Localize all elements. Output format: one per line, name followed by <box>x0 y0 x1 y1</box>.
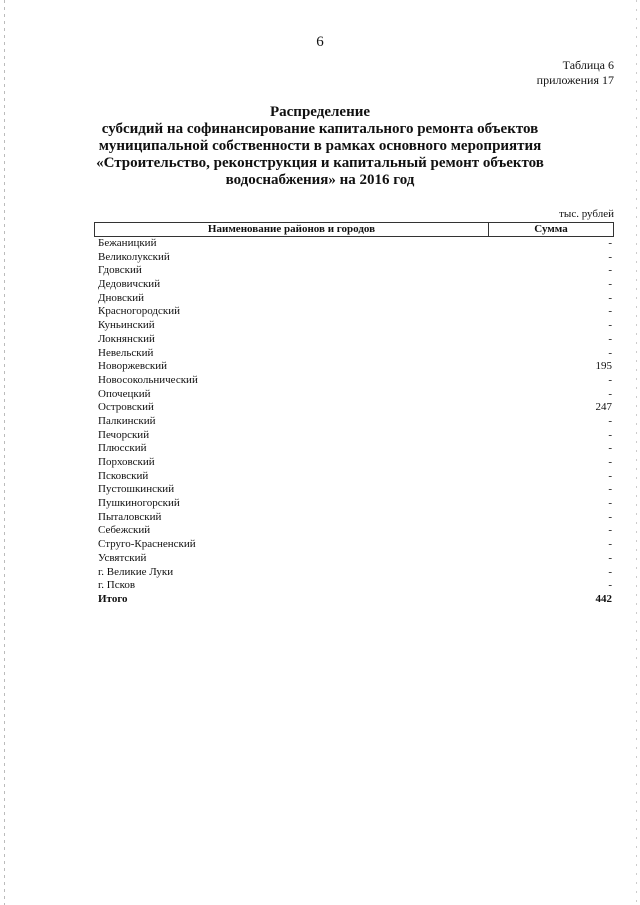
district-name: Новоржевский <box>98 360 168 373</box>
district-name: Струго-Красненский <box>98 538 196 551</box>
district-sum: - <box>608 469 612 482</box>
district-name: г. Великие Луки <box>98 565 174 578</box>
district-sum: - <box>608 442 612 455</box>
scan-edge-left <box>4 0 5 905</box>
table-ref-line1: Таблица 6 <box>562 58 614 72</box>
district-name: Плюсский <box>98 442 147 455</box>
district-name: Порховский <box>98 456 155 468</box>
district-sum: - <box>608 278 612 291</box>
district-name: Локнянский <box>98 332 155 345</box>
district-sum: - <box>608 332 612 345</box>
table-row <box>94 552 614 566</box>
table-row <box>94 360 614 374</box>
district-sum: - <box>608 319 612 332</box>
district-sum: - <box>608 497 612 510</box>
district-name: Пушкиногорский <box>98 497 180 510</box>
table-row <box>94 511 614 525</box>
district-sum: - <box>608 305 612 318</box>
district-sum: - <box>608 551 612 564</box>
district-sum: - <box>608 346 612 359</box>
district-sum: - <box>608 483 612 496</box>
district-sum: - <box>608 524 612 537</box>
page-number: 6 <box>316 34 324 50</box>
table-row <box>94 388 614 402</box>
table-row <box>94 319 614 333</box>
total-row <box>94 593 614 607</box>
table-body <box>94 237 614 593</box>
district-sum: - <box>608 510 612 523</box>
district-name: Гдовский <box>98 264 142 277</box>
table-row <box>94 237 614 251</box>
table-row <box>94 264 614 278</box>
table-row <box>94 442 614 456</box>
district-sum: - <box>608 373 612 386</box>
table-row <box>94 374 614 388</box>
table-row <box>94 278 614 292</box>
district-sum: - <box>608 456 612 468</box>
district-sum: - <box>608 250 612 263</box>
table-row <box>94 401 614 415</box>
district-name: Пустошкинский <box>98 483 175 496</box>
district-name: Палкинский <box>98 414 156 427</box>
heading-line1: Распределение <box>269 104 371 120</box>
table-row <box>94 251 614 265</box>
heading-line4: «Строительство, реконструкция и капитальный ремонт объектов <box>96 155 544 171</box>
table-row <box>94 524 614 538</box>
table-row <box>94 292 614 306</box>
table-row <box>94 347 614 361</box>
table-row <box>94 538 614 552</box>
district-name: г. Псков <box>98 579 136 592</box>
district-sum: 247 <box>595 401 612 414</box>
district-name: Пыталовский <box>98 510 162 523</box>
district-sum: - <box>608 428 612 441</box>
table-row <box>94 483 614 497</box>
document-heading <box>60 104 580 189</box>
header-name: Наименование районов и городов <box>95 223 489 236</box>
district-sum: 195 <box>595 360 612 373</box>
table-ref-line2: приложения 17 <box>536 73 614 87</box>
heading-line2: субсидий на софинансирование капитального ремонта объектов <box>101 121 539 137</box>
heading-line5: водоснабжения» на 2016 год <box>225 172 415 188</box>
table-row <box>94 470 614 484</box>
district-sum: - <box>608 387 612 400</box>
district-sum: - <box>608 264 612 277</box>
table-row <box>94 497 614 511</box>
header-sum: Сумма <box>534 223 568 235</box>
table-row <box>94 566 614 580</box>
district-name: Усвятский <box>98 551 147 564</box>
district-name: Великолукский <box>98 250 170 263</box>
district-sum: - <box>608 414 612 427</box>
table-row <box>94 456 614 470</box>
district-name: Дновский <box>98 291 145 304</box>
district-sum: - <box>608 565 612 578</box>
heading-line3: муниципальной собственности в рамках основного мероприятия <box>98 138 542 154</box>
table-reference <box>537 58 614 88</box>
district-name: Дедовичский <box>98 278 161 291</box>
district-sum: - <box>608 579 612 592</box>
district-name: Островский <box>98 401 154 414</box>
table-row <box>94 415 614 429</box>
district-name: Опочецкий <box>98 387 151 400</box>
district-name: Себежский <box>98 524 151 537</box>
district-name: Новосокольнический <box>98 373 198 386</box>
district-sum: - <box>608 237 612 249</box>
table-row <box>94 333 614 347</box>
district-name: Куньинский <box>98 319 155 332</box>
district-name: Красногородский <box>98 305 181 318</box>
district-name: Псковский <box>98 469 149 482</box>
table-row <box>94 305 614 319</box>
table-header <box>94 222 614 237</box>
district-sum: - <box>608 291 612 304</box>
district-name: Бежаницкий <box>98 237 157 249</box>
units-label: тыс. рублей <box>559 208 614 220</box>
table-row <box>94 429 614 443</box>
district-name: Невельский <box>98 346 154 359</box>
subsidy-table <box>94 222 614 607</box>
district-name: Печорский <box>98 428 150 441</box>
table-row <box>94 579 614 593</box>
district-sum: - <box>608 538 612 551</box>
total-label: Итого <box>98 592 128 605</box>
total-value: 442 <box>595 592 612 605</box>
scan-edge-right <box>636 0 637 905</box>
